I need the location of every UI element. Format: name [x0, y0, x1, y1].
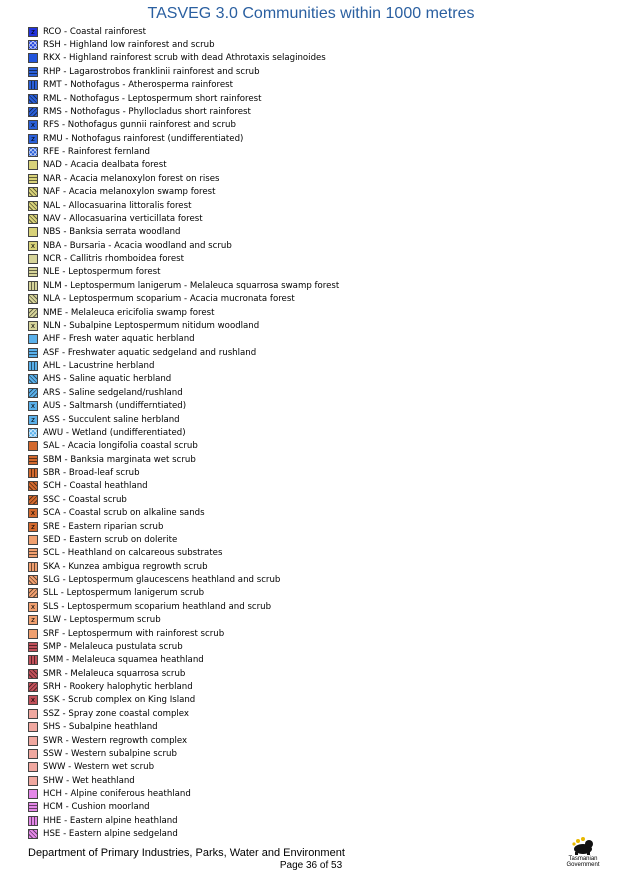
legend-swatch — [28, 829, 38, 839]
legend-label: SRH - Rookery halophytic herbland — [43, 682, 193, 693]
legend-item — [28, 52, 608, 65]
legend-label: SHW - Wet heathland — [43, 775, 135, 786]
legend-swatch — [28, 214, 38, 224]
legend-label: RML - Nothofagus - Leptospermum short rainforest — [43, 93, 262, 104]
logo-text-line-2: Government — [566, 862, 600, 868]
legend-label: SED - Eastern scrub on dolerite — [43, 534, 178, 545]
legend-item — [28, 105, 608, 118]
legend-item — [28, 25, 608, 38]
legend-label: NLA - Leptospermum scoparium - Acacia mucronata forest — [43, 294, 295, 305]
legend-swatch — [28, 80, 38, 90]
legend-swatch — [28, 789, 38, 799]
legend-label: SCH - Coastal heathland — [43, 481, 148, 492]
legend-swatch — [28, 94, 38, 104]
tasmanian-government-logo — [563, 836, 603, 868]
legend-swatch — [28, 468, 38, 478]
legend-item — [28, 560, 608, 573]
footer-department: Department of Primary Industries, Parks, Water and Environment — [28, 847, 345, 859]
legend-swatch — [28, 254, 38, 264]
legend-swatch-glyph: z — [31, 415, 35, 424]
legend-item — [28, 600, 608, 613]
legend-item — [28, 145, 608, 158]
legend-swatch-glyph: x — [30, 241, 36, 250]
legend-item — [28, 359, 608, 372]
legend-swatch — [28, 709, 38, 719]
legend-label: SBR - Broad-leaf scrub — [43, 468, 140, 479]
legend-label: NBS - Banksia serrata woodland — [43, 227, 181, 238]
legend-swatch-glyph: x — [30, 509, 36, 518]
legend-swatch — [28, 615, 38, 625]
logo-text-line-1: Tasmanian — [568, 856, 598, 862]
legend-item — [28, 293, 608, 306]
legend-item — [28, 172, 608, 185]
legend-swatch — [28, 120, 38, 130]
legend-swatch — [28, 495, 38, 505]
legend-item — [28, 761, 608, 774]
legend-swatch — [28, 736, 38, 746]
legend-label: NBA - Bursaria - Acacia woodland and scrub — [43, 240, 232, 251]
legend-swatch — [28, 816, 38, 826]
legend-label: NLN - Subalpine Leptospermum nitidum woodland — [43, 320, 260, 331]
legend-label: AUS - Saltmarsh (undifferntiated) — [43, 401, 187, 412]
legend-item — [28, 119, 608, 132]
legend-swatch — [28, 227, 38, 237]
legend-swatch — [28, 602, 38, 612]
tasmanian-devil-icon — [570, 836, 596, 856]
legend-item — [28, 440, 608, 453]
legend-item — [28, 426, 608, 439]
legend-label: SSC - Coastal scrub — [43, 494, 127, 505]
legend-swatch — [28, 134, 38, 144]
legend-swatch — [28, 147, 38, 157]
legend-item — [28, 654, 608, 667]
legend-swatch — [28, 776, 38, 786]
legend-swatch — [28, 107, 38, 117]
legend-label: SHS - Subalpine heathland — [43, 722, 158, 733]
legend-label: SSK - Scrub complex on King Island — [43, 695, 196, 706]
legend-swatch — [28, 321, 38, 331]
legend-item — [28, 65, 608, 78]
legend-item — [28, 306, 608, 319]
legend-swatch — [28, 374, 38, 384]
legend-label: AWU - Wetland (undifferentiated) — [43, 427, 186, 438]
legend-item — [28, 774, 608, 787]
legend-swatch — [28, 535, 38, 545]
legend-item — [28, 333, 608, 346]
legend-label: SSZ - Spray zone coastal complex — [43, 708, 190, 719]
legend-item — [28, 828, 608, 841]
legend-swatch — [28, 361, 38, 371]
legend-item — [28, 520, 608, 533]
legend-item — [28, 466, 608, 479]
legend-item — [28, 212, 608, 225]
legend-label: AHL - Lacustrine herbland — [43, 361, 155, 372]
legend-list — [28, 25, 608, 841]
legend-item — [28, 747, 608, 760]
legend-item — [28, 239, 608, 252]
legend-item — [28, 627, 608, 640]
legend-swatch — [28, 53, 38, 63]
legend-swatch-glyph: x — [30, 696, 36, 705]
legend-item — [28, 680, 608, 693]
legend-item — [28, 707, 608, 720]
legend-swatch — [28, 187, 38, 197]
legend-swatch — [28, 695, 38, 705]
legend-swatch — [28, 201, 38, 211]
legend-label: HSE - Eastern alpine sedgeland — [43, 829, 178, 840]
legend-label: RFE - Rainforest fernland — [43, 147, 150, 158]
legend-swatch — [28, 67, 38, 77]
legend-label: NAR - Acacia melanoxylon forest on rises — [43, 173, 220, 184]
legend-item — [28, 787, 608, 800]
legend-label: ASS - Succulent saline herbland — [43, 414, 180, 425]
legend-label: SCL - Heathland on calcareous substrates — [43, 548, 223, 559]
legend-label: AHS - Saline aquatic herbland — [43, 374, 172, 385]
legend-item — [28, 480, 608, 493]
legend-label: NAL - Allocasuarina littoralis forest — [43, 200, 192, 211]
legend-swatch — [28, 40, 38, 50]
legend-item — [28, 587, 608, 600]
legend-swatch — [28, 415, 38, 425]
legend-item — [28, 667, 608, 680]
legend-swatch — [28, 722, 38, 732]
legend-label: NCR - Callitris rhomboidea forest — [43, 254, 184, 265]
legend-swatch — [28, 334, 38, 344]
legend-label: SWW - Western wet scrub — [43, 762, 155, 773]
legend-swatch — [28, 762, 38, 772]
legend-swatch — [28, 548, 38, 558]
legend-item — [28, 400, 608, 413]
legend-label: RCO - Coastal rainforest — [43, 26, 147, 37]
legend-swatch — [28, 522, 38, 532]
legend-item — [28, 453, 608, 466]
legend-label: NAV - Allocasuarina verticillata forest — [43, 213, 203, 224]
legend-label: SMR - Melaleuca squarrosa scrub — [43, 668, 186, 679]
legend-label: ARS - Saline sedgeland/rushland — [43, 387, 183, 398]
legend-label: SMP - Melaleuca pustulata scrub — [43, 641, 183, 652]
legend-item — [28, 814, 608, 827]
legend-swatch — [28, 642, 38, 652]
legend-swatch — [28, 455, 38, 465]
legend-swatch — [28, 508, 38, 518]
legend-item — [28, 346, 608, 359]
legend-swatch — [28, 749, 38, 759]
legend-label: SSW - Western subalpine scrub — [43, 748, 177, 759]
legend-swatch — [28, 655, 38, 665]
legend-label: SLW - Leptospermum scrub — [43, 615, 161, 626]
legend-item — [28, 801, 608, 814]
legend-swatch — [28, 401, 38, 411]
legend-swatch-glyph: x — [30, 402, 36, 411]
legend-swatch — [28, 281, 38, 291]
legend-item — [28, 159, 608, 172]
legend-item — [28, 79, 608, 92]
legend-item — [28, 507, 608, 520]
legend-label: NAD - Acacia dealbata forest — [43, 160, 167, 171]
legend-swatch — [28, 294, 38, 304]
legend-swatch — [28, 588, 38, 598]
legend-item — [28, 373, 608, 386]
legend-swatch-glyph: z — [31, 522, 35, 531]
legend-item — [28, 132, 608, 145]
legend-item — [28, 694, 608, 707]
legend-label: SLL - Leptospermum lanigerum scrub — [43, 588, 205, 599]
legend-item — [28, 413, 608, 426]
legend-label: RFS - Nothofagus gunnii rainforest and scrub — [43, 120, 236, 131]
legend-label: SMM - Melaleuca squamea heathland — [43, 655, 204, 666]
legend-swatch — [28, 669, 38, 679]
legend-item — [28, 319, 608, 332]
legend-label: ASF - Freshwater aquatic sedgeland and rushland — [43, 347, 257, 358]
legend-item — [28, 547, 608, 560]
legend-label: NLE - Leptospermum forest — [43, 267, 161, 278]
legend-label: SAL - Acacia longifolia coastal scrub — [43, 441, 198, 452]
legend-swatch — [28, 267, 38, 277]
legend-item — [28, 226, 608, 239]
legend-item — [28, 92, 608, 105]
legend-item — [28, 279, 608, 292]
legend-item — [28, 38, 608, 51]
legend-label: AHF - Fresh water aquatic herbland — [43, 334, 195, 345]
legend-label: RMS - Nothofagus - Phyllocladus short rainforest — [43, 106, 251, 117]
legend-item — [28, 266, 608, 279]
legend-item — [28, 734, 608, 747]
legend-swatch — [28, 174, 38, 184]
legend-item — [28, 386, 608, 399]
legend-swatch-glyph: z — [31, 134, 35, 143]
legend-label: NLM - Leptospermum lanigerum - Melaleuca squarrosa swamp forest — [43, 280, 340, 291]
legend-item — [28, 493, 608, 506]
legend-swatch — [28, 308, 38, 318]
legend-swatch-glyph: x — [30, 121, 36, 130]
legend-swatch — [28, 241, 38, 251]
legend-item — [28, 252, 608, 265]
legend-label: SBM - Banksia marginata wet scrub — [43, 454, 196, 465]
page-number: Page 36 of 53 — [279, 860, 343, 871]
legend-label: SLG - Leptospermum glaucescens heathland and scrub — [43, 575, 281, 586]
legend-swatch — [28, 575, 38, 585]
legend-label: SRE - Eastern riparian scrub — [43, 521, 164, 532]
legend-swatch — [28, 428, 38, 438]
legend-swatch — [28, 348, 38, 358]
legend-swatch — [28, 682, 38, 692]
legend-swatch-glyph: x — [30, 602, 36, 611]
legend-item — [28, 721, 608, 734]
legend-swatch-glyph: z — [31, 616, 35, 625]
legend-label: SRF - Leptospermum with rainforest scrub — [43, 628, 225, 639]
legend-swatch — [28, 802, 38, 812]
legend-label: RSH - Highland low rainforest and scrub — [43, 40, 215, 51]
legend-label: HCM - Cushion moorland — [43, 802, 150, 813]
legend-swatch — [28, 388, 38, 398]
legend-item — [28, 640, 608, 653]
legend-item — [28, 614, 608, 627]
legend-label: NAF - Acacia melanoxylon swamp forest — [43, 187, 216, 198]
legend-label: SWR - Western regrowth complex — [43, 735, 188, 746]
legend-label: RMT - Nothofagus - Atherosperma rainforest — [43, 80, 233, 91]
legend-swatch-glyph: z — [31, 27, 35, 36]
legend-label: RKX - Highland rainforest scrub with dead Athrotaxis selaginoides — [43, 53, 326, 64]
legend-label: NME - Melaleuca ericifolia swamp forest — [43, 307, 215, 318]
legend-swatch — [28, 481, 38, 491]
legend-swatch-glyph: x — [30, 321, 36, 330]
page-title: TASVEG 3.0 Communities within 1000 metres — [147, 5, 475, 22]
legend-label: SKA - Kunzea ambigua regrowth scrub — [43, 561, 208, 572]
legend-swatch — [28, 27, 38, 37]
legend-item — [28, 533, 608, 546]
legend-label: RHP - Lagarostrobos franklinii rainforest and scrub — [43, 66, 260, 77]
legend-swatch — [28, 562, 38, 572]
legend-label: HCH - Alpine coniferous heathland — [43, 789, 191, 800]
legend-label: SLS - Leptospermum scoparium heathland and scrub — [43, 601, 272, 612]
legend-label: HHE - Eastern alpine heathland — [43, 815, 178, 826]
legend-label: SCA - Coastal scrub on alkaline sands — [43, 508, 205, 519]
legend-swatch — [28, 629, 38, 639]
legend-swatch — [28, 160, 38, 170]
legend-item — [28, 573, 608, 586]
legend-item — [28, 186, 608, 199]
legend-item — [28, 199, 608, 212]
legend-label: RMU - Nothofagus rainforest (undifferentiated) — [43, 133, 244, 144]
legend-swatch — [28, 441, 38, 451]
